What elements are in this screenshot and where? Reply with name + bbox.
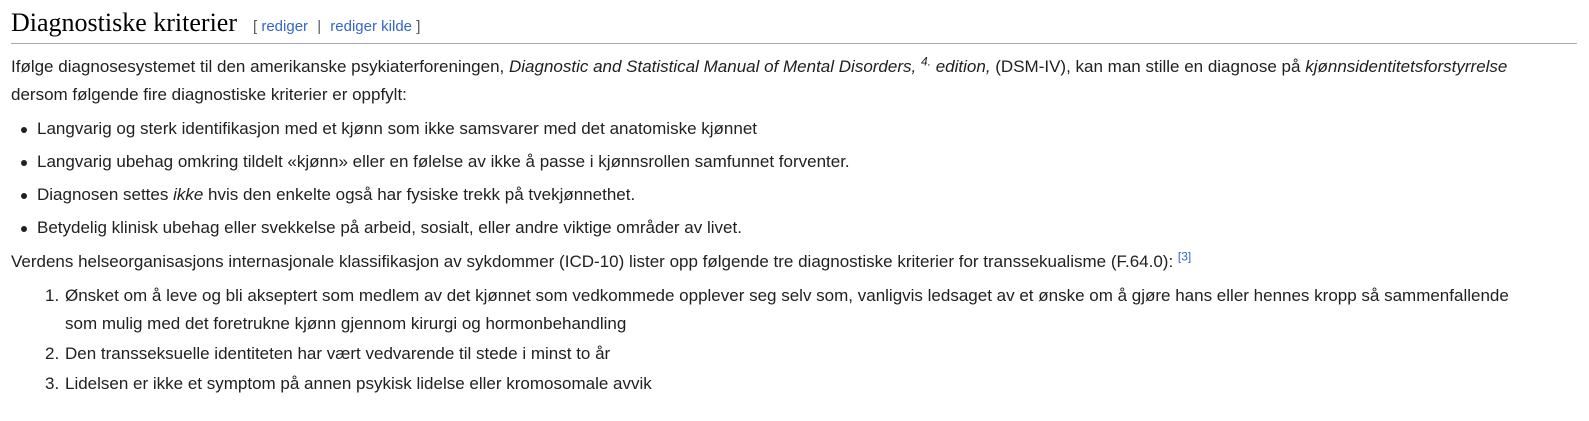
section-heading-row bbox=[11, 6, 1577, 44]
list-item: 2. Den transseksuelle identiteten har vært vedvarende til stede i minst to år bbox=[65, 340, 1577, 368]
dsm-criteria-list bbox=[11, 115, 1577, 242]
reference-superscript bbox=[1178, 249, 1191, 263]
edit-link[interactable]: rediger bbox=[261, 18, 309, 35]
edit-bracket-close: ] bbox=[416, 18, 421, 35]
list-number: 1. bbox=[45, 286, 60, 305]
edit-source-link[interactable]: rediger kilde bbox=[330, 18, 413, 35]
intro-text-after: dersom følgende fire diagnostiske kriterier er oppfylt: bbox=[11, 85, 407, 104]
icd-criteria-list bbox=[11, 282, 1577, 398]
list-item: 3. Lidelsen er ikke et symptom på annen psykisk lidelse eller kromosomale avvik bbox=[65, 370, 1577, 398]
list-number: 2. bbox=[45, 344, 60, 363]
list-item: 1. Ønsket om å leve og bli akseptert som medlem av det kjønnet som vedkommede opplever seg selv som, vanligvis ledsaget av et ønske om å gjøre hans eller hennes kropp så sammenfallende som mulig med det foretrukne kjønn gjennom kirurgi og hormonbehandling bbox=[65, 282, 1577, 338]
icd-text: Verdens helseorganisasjons internasjonale klassifikasjon av sykdommer (ICD-10) lister opp følgende tre diagnostiske kriterier for transsekualisme (F.64.0): bbox=[11, 252, 1178, 271]
bullet-icon bbox=[21, 193, 27, 199]
icd-paragraph bbox=[11, 248, 1577, 276]
edit-separator: | bbox=[317, 18, 322, 35]
intro-text-middle: (DSM-IV), kan man stille en diagnose på bbox=[990, 57, 1306, 76]
bullet-icon bbox=[21, 127, 27, 133]
list-item: Langvarig ubehag omkring tildelt «kjønn» eller en følelse av ikke å passe i kjønnsrollen samfunnet forventer. bbox=[37, 148, 1577, 176]
edition-word: edition, bbox=[935, 57, 991, 76]
edition-superscript: 4. bbox=[920, 54, 931, 69]
intro-text-before: Ifølge diagnosesystemet til den amerikanske psykiaterforeningen, bbox=[11, 57, 509, 76]
bullet-icon bbox=[21, 160, 27, 166]
manual-title: Diagnostic and Statistical Manual of Mental Disorders, bbox=[508, 57, 917, 76]
list-number: 3. bbox=[45, 374, 60, 393]
list-item: Langvarig og sterk identifikasjon med et kjønn som ikke samsvarer med det anatomiske kjønnet bbox=[37, 115, 1577, 143]
edit-bracket-open: [ bbox=[253, 18, 258, 35]
diagnosis-term: kjønnsidentitetsforstyrrelse bbox=[1305, 57, 1508, 76]
bullet-icon bbox=[21, 226, 27, 232]
list-item: Diagnosen settes ikke hvis den enkelte også har fysiske trekk på tvekjønnethet. bbox=[37, 181, 1577, 209]
section-title: Diagnostiske kriterier bbox=[11, 8, 237, 37]
intro-paragraph bbox=[11, 53, 1577, 109]
list-item: Betydelig klinisk ubehag eller svekkelse på arbeid, sosialt, eller andre viktige områder av livet. bbox=[37, 214, 1577, 242]
reference-link[interactable]: [3] bbox=[1177, 249, 1192, 264]
edit-section-links bbox=[253, 17, 420, 37]
